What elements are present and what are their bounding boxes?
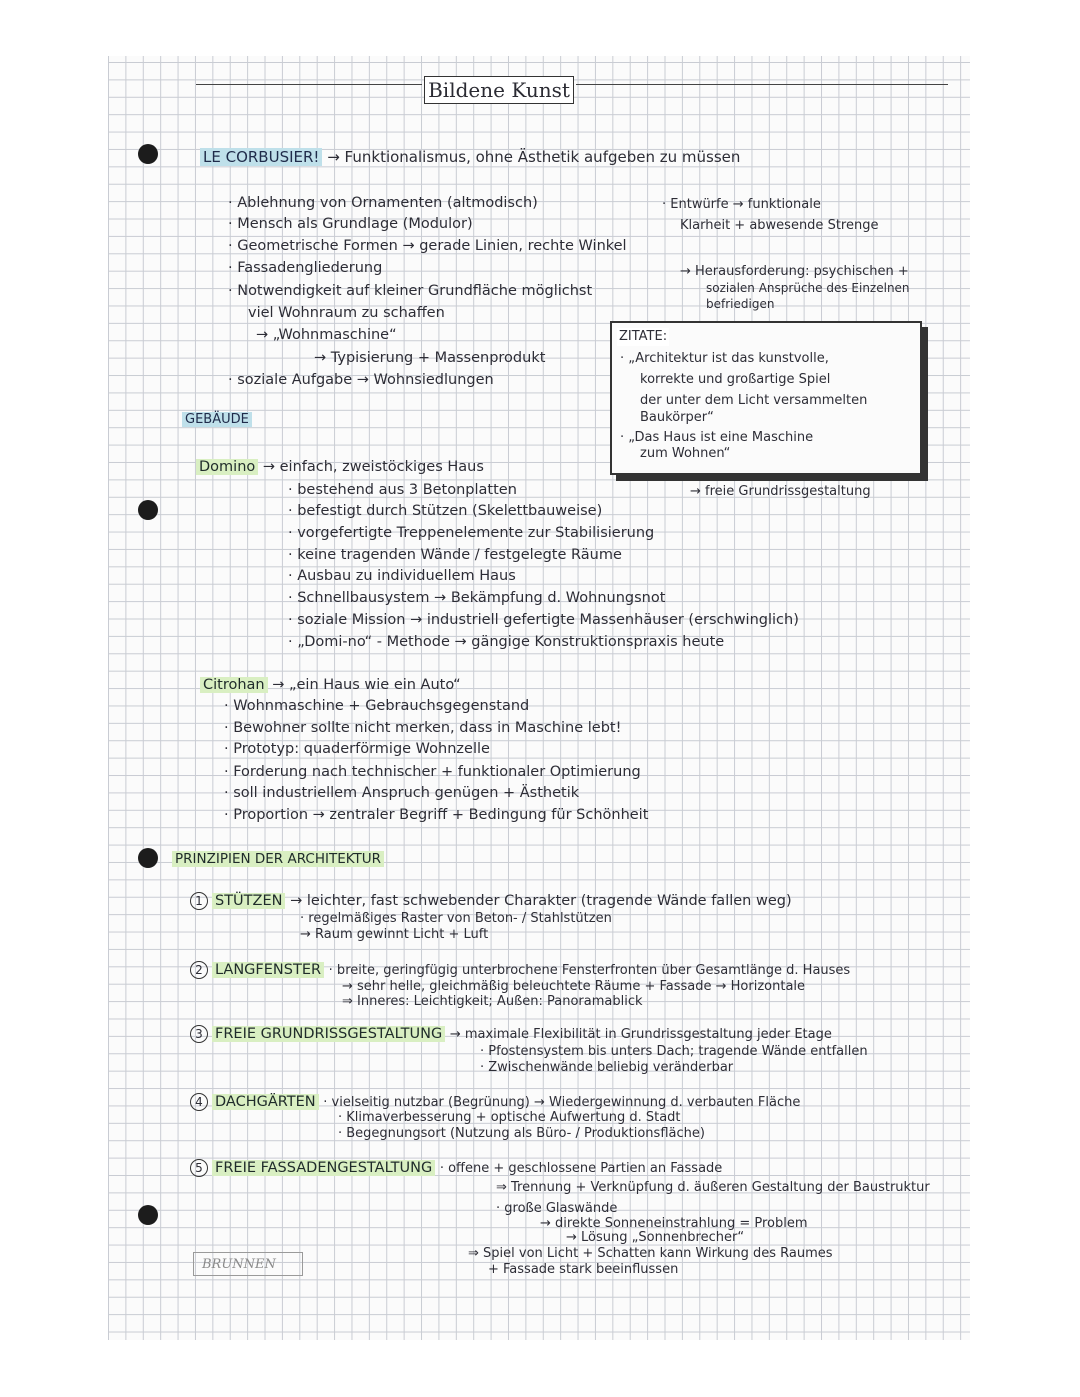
bullet-line: · soziale Aufgabe → Wohnsiedlungen [228, 372, 494, 388]
bullet-line: · Geometrische Formen → gerade Linien, rechte Winkel [228, 238, 627, 254]
domino-label: Domino [196, 459, 258, 475]
principle-line: → sehr helle, gleichmäßig beleuchtete Räume + Fassade → Horizontale [342, 979, 806, 994]
number-circle: 5 [190, 1159, 208, 1177]
number-circle: 1 [190, 892, 208, 910]
bullet-line: · Ablehnung von Ornamenten (altmodisch) [228, 195, 538, 211]
principle-title: DACHGÄRTEN [212, 1094, 319, 1110]
side-note: → Herausforderung: psychischen + [680, 264, 909, 279]
quote-line: korrekte und großartige Spiel [640, 372, 831, 387]
le-corbusier-heading [200, 148, 740, 166]
le-corbusier-arrow-text: → Funktionalismus, ohne Ästhetik aufgeben zu müssen [327, 148, 741, 166]
domino-heading [196, 458, 484, 476]
principle-arrow: · breite, geringfügig unterbrochene Fensterfronten über Gesamtlänge d. Hauses [328, 963, 851, 978]
le-corbusier-label: LE CORBUSIER! [200, 148, 322, 166]
gebaeude-label: GEBÄUDE [182, 412, 252, 427]
quote-line: Baukörper“ [640, 410, 714, 425]
principle-title: LANGFENSTER [212, 962, 324, 978]
number-circle: 4 [190, 1093, 208, 1111]
citrohan-point: · Prototyp: quaderförmige Wohnzelle [224, 741, 490, 757]
citrohan-point: · Wohnmaschine + Gebrauchsgegenstand [224, 698, 530, 714]
principle-line: · große Glaswände [496, 1201, 618, 1216]
gebaeude-heading [182, 411, 252, 429]
domino-point: · soziale Mission → industriell gefertigte Massenhäuser (erschwinglich) [288, 612, 799, 628]
principle-3 [190, 1025, 832, 1043]
principle-line: ⇒ Inneres: Leichtigkeit; Außen: Panoramablick [342, 994, 643, 1009]
citrohan-point: · Bewohner sollte nicht merken, dass in Maschine lebt! [224, 720, 622, 736]
bullet-line: viel Wohnraum zu schaffen [248, 305, 445, 321]
principle-5 [190, 1159, 722, 1177]
principle-line: · regelmäßiges Raster von Beton- / Stahlstützen [300, 911, 612, 926]
number-circle: 2 [190, 961, 208, 979]
punch-hole [138, 1205, 158, 1225]
punch-hole [138, 500, 158, 520]
page-title: Bildene Kunst [424, 76, 574, 104]
citrohan-intro: → „ein Haus wie ein Auto“ [272, 677, 461, 693]
domino-point: · Schnellbausystem → Bekämpfung d. Wohnungsnot [288, 590, 666, 606]
principle-arrow: · offene + geschlossene Partien an Fassade [439, 1161, 723, 1176]
principle-arrow: → maximale Flexibilität in Grundrissgestaltung jeder Etage [449, 1027, 832, 1042]
citrohan-point: · Forderung nach technischer + funktionaler Optimierung [224, 764, 641, 780]
bullet-line: · Notwendigkeit auf kleiner Grundfläche möglichst [228, 283, 593, 299]
principle-line: + Fassade stark beeinflussen [488, 1262, 679, 1277]
citrohan-point: · Proportion → zentraler Begriff + Bedingung für Schönheit [224, 807, 649, 823]
principle-title: STÜTZEN [212, 893, 285, 909]
domino-point: · „Domi-no“ - Methode → gängige Konstruktionspraxis heute [288, 634, 725, 650]
principle-arrow: · vielseitig nutzbar (Begrünung) → Wiedergewinnung d. verbauten Fläche [323, 1095, 801, 1110]
side-note: · Entwürfe → funktionale [662, 197, 821, 212]
principle-line: → direkte Sonneneinstrahlung = Problem [540, 1216, 808, 1231]
title-rule-left [196, 84, 422, 85]
citrohan-label: Citrohan [200, 677, 268, 693]
domino-side-note: → freie Grundrissgestaltung [690, 484, 871, 499]
bullet-line: → Typisierung + Massenprodukt [314, 350, 546, 366]
prinzipien-heading [172, 850, 384, 868]
brand-logo: BRUNNEN [193, 1252, 303, 1276]
number-circle: 3 [190, 1025, 208, 1043]
principle-title: FREIE FASSADENGESTALTUNG [212, 1160, 435, 1176]
principle-line: → Lösung „Sonnenbrecher“ [566, 1230, 745, 1245]
quote-line: · „Architektur ist das kunstvolle, [620, 351, 829, 366]
zitate-heading: ZITATE: [619, 329, 668, 344]
citrohan-point: · soll industriellem Anspruch genügen + Ästhetik [224, 785, 580, 801]
principle-1 [190, 892, 792, 910]
principle-line: ⇒ Spiel von Licht + Schatten kann Wirkung des Raumes [468, 1246, 833, 1261]
domino-point: · keine tragenden Wände / festgelegte Räume [288, 547, 622, 563]
side-note: befriedigen [706, 297, 775, 311]
bullet-line: · Fassadengliederung [228, 260, 383, 276]
title-rule-right [576, 84, 948, 85]
principle-2 [190, 961, 850, 979]
quote-line: zum Wohnen“ [640, 446, 731, 461]
quote-line: · „Das Haus ist eine Maschine [620, 430, 814, 445]
quote-line: der unter dem Licht versammelten [640, 393, 868, 408]
domino-point: · vorgefertigte Treppenelemente zur Stabilisierung [288, 525, 655, 541]
side-note: Klarheit + abwesende Strenge [680, 218, 879, 233]
domino-point: · befestigt durch Stützen (Skelettbauweise) [288, 503, 603, 519]
principle-4 [190, 1093, 800, 1111]
bullet-line: → „Wohnmaschine“ [256, 327, 397, 343]
bullet-line: · Mensch als Grundlage (Modulor) [228, 216, 473, 232]
domino-intro: → einfach, zweistöckiges Haus [262, 459, 484, 475]
principle-title: FREIE GRUNDRISSGESTALTUNG [212, 1026, 445, 1042]
principle-line: · Pfostensystem bis unters Dach; tragende Wände entfallen [480, 1044, 868, 1059]
prinzipien-label: PRINZIPIEN DER ARCHITEKTUR [172, 851, 384, 867]
punch-hole [138, 848, 158, 868]
principle-line: · Klimaverbesserung + optische Aufwertung d. Stadt [338, 1110, 681, 1125]
domino-point: · Ausbau zu individuellem Haus [288, 568, 516, 584]
principle-line: → Raum gewinnt Licht + Luft [300, 927, 489, 942]
citrohan-heading [200, 676, 461, 694]
principle-line: · Zwischenwände beliebig veränderbar [480, 1060, 734, 1075]
principle-line: ⇒ Trennung + Verknüpfung d. äußeren Gestaltung der Baustruktur [496, 1180, 930, 1195]
side-note: sozialen Ansprüche des Einzelnen [706, 281, 910, 295]
domino-point: · bestehend aus 3 Betonplatten [288, 482, 517, 498]
principle-line: · Begegnungsort (Nutzung als Büro- / Produktionsfläche) [338, 1126, 705, 1141]
punch-hole [138, 144, 158, 164]
principle-arrow: → leichter, fast schwebender Charakter (tragende Wände fallen weg) [290, 893, 792, 909]
